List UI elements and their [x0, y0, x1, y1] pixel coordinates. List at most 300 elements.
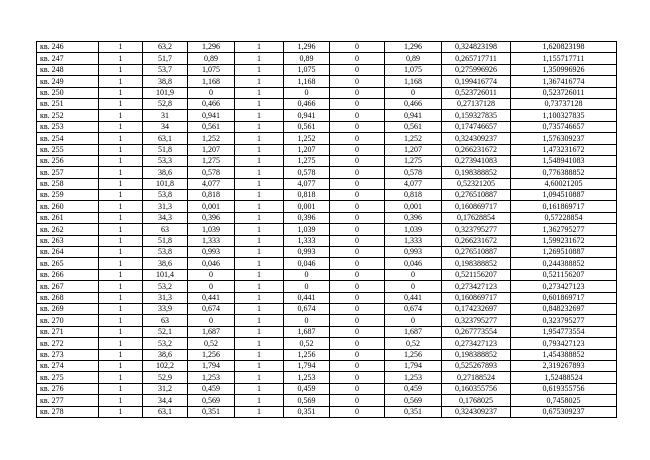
table-cell: 0,324309237 — [442, 406, 511, 417]
table-cell: 0 — [330, 360, 385, 371]
table-cell: 0 — [330, 178, 385, 189]
table-cell: 0,046 — [188, 258, 235, 269]
table-cell: 1,256 — [188, 349, 235, 360]
table-cell: 0,27188524 — [442, 372, 511, 383]
table-cell: 0 — [330, 201, 385, 212]
table-cell: 0 — [284, 269, 330, 280]
table-cell: 1 — [99, 167, 143, 178]
table-cell: 0 — [330, 98, 385, 109]
table-cell: 0,267773554 — [442, 326, 511, 337]
table-cell: 1,687 — [385, 326, 442, 337]
table-cell: 102,2 — [143, 360, 188, 371]
table-cell: 1 — [99, 98, 143, 109]
table-cell: 31,3 — [143, 292, 188, 303]
table-cell: 1 — [235, 167, 284, 178]
table-cell: 1 — [235, 383, 284, 394]
table-cell: 53,7 — [143, 64, 188, 75]
table-cell: 1,687 — [284, 326, 330, 337]
table-cell: 0,525267893 — [442, 360, 511, 371]
table-cell: 0,89 — [188, 53, 235, 64]
table-row — [37, 190, 617, 201]
apartment-label-cell: кв. 262 — [37, 224, 99, 235]
table-cell: 33,9 — [143, 303, 188, 314]
table-cell: 0,52321205 — [442, 178, 511, 189]
table-cell: 53,2 — [143, 281, 188, 292]
table-cell: 0,776388852 — [511, 167, 617, 178]
apartment-label-cell: кв. 252 — [37, 110, 99, 121]
table-cell: 1 — [99, 281, 143, 292]
table-cell: 52,9 — [143, 372, 188, 383]
table-cell: 1 — [99, 235, 143, 246]
table-cell: 0,276510887 — [442, 190, 511, 201]
table-row — [37, 258, 617, 269]
apartment-label-cell: кв. 267 — [37, 281, 99, 292]
table-cell: 0,818 — [188, 190, 235, 201]
table-cell: 1 — [235, 360, 284, 371]
apartment-label-cell: кв. 266 — [37, 269, 99, 280]
table-cell: 1 — [235, 53, 284, 64]
table-cell: 1 — [99, 76, 143, 87]
table-cell: 1,094510887 — [511, 190, 617, 201]
table-cell: 0 — [330, 303, 385, 314]
table-cell: 0 — [330, 395, 385, 406]
table-cell: 0,818 — [284, 190, 330, 201]
table-cell: 1 — [235, 406, 284, 417]
table-cell: 0,52 — [188, 338, 235, 349]
table-cell: 1 — [99, 190, 143, 201]
table-cell: 31 — [143, 110, 188, 121]
table-row — [37, 121, 617, 132]
table-cell: 1,620823198 — [511, 42, 617, 53]
table-cell: 0,459 — [188, 383, 235, 394]
table-cell: 1 — [99, 303, 143, 314]
table-cell: 0,396 — [188, 212, 235, 223]
table-cell: 0,244388852 — [511, 258, 617, 269]
table-cell: 0,27137128 — [442, 98, 511, 109]
table-cell: 1,275 — [188, 155, 235, 166]
table-cell: 4,077 — [385, 178, 442, 189]
apartment-label-cell: кв. 261 — [37, 212, 99, 223]
table-cell: 1 — [235, 235, 284, 246]
table-cell: 0,674 — [284, 303, 330, 314]
table-cell: 1 — [99, 155, 143, 166]
table-cell: 0,265717711 — [442, 53, 511, 64]
table-cell: 0,001 — [385, 201, 442, 212]
table-cell: 1 — [235, 178, 284, 189]
table-cell: 34,4 — [143, 395, 188, 406]
table-cell: 0,351 — [284, 406, 330, 417]
table-cell: 31,2 — [143, 383, 188, 394]
table-cell: 0,818 — [385, 190, 442, 201]
table-cell: 51,8 — [143, 144, 188, 155]
table-cell: 0 — [330, 372, 385, 383]
table-row — [37, 360, 617, 371]
table-cell: 101,8 — [143, 178, 188, 189]
table-cell: 0,578 — [284, 167, 330, 178]
table-cell: 0,521156207 — [442, 269, 511, 280]
table-cell: 0 — [330, 64, 385, 75]
table-cell: 1,794 — [284, 360, 330, 371]
table-cell: 1,52488524 — [511, 372, 617, 383]
table-row — [37, 281, 617, 292]
table-cell: 1,794 — [385, 360, 442, 371]
table-cell: 1 — [235, 76, 284, 87]
table-cell: 1,039 — [385, 224, 442, 235]
table-cell: 0 — [330, 315, 385, 326]
table-cell: 0 — [330, 258, 385, 269]
table-cell: 0,466 — [188, 98, 235, 109]
table-cell: 0,466 — [385, 98, 442, 109]
table-cell: 34,3 — [143, 212, 188, 223]
table-cell: 0,266231672 — [442, 235, 511, 246]
table-cell: 0,941 — [385, 110, 442, 121]
table-cell: 1 — [235, 144, 284, 155]
table-cell: 0,674 — [385, 303, 442, 314]
table-cell: 0,160869717 — [442, 292, 511, 303]
table-cell: 0,578 — [188, 167, 235, 178]
table-cell: 1 — [99, 338, 143, 349]
table-cell: 1 — [235, 349, 284, 360]
table-cell: 0,52 — [385, 338, 442, 349]
table-cell: 0 — [330, 269, 385, 280]
table-cell: 53,3 — [143, 155, 188, 166]
table-cell: 0,57228854 — [511, 212, 617, 223]
table-cell: 38,6 — [143, 349, 188, 360]
table-row — [37, 235, 617, 246]
table-cell: 0 — [330, 326, 385, 337]
table-cell: 51,8 — [143, 235, 188, 246]
table-row — [37, 144, 617, 155]
table-cell: 38,6 — [143, 258, 188, 269]
table-cell: 1 — [235, 87, 284, 98]
apartment-label-cell: кв. 250 — [37, 87, 99, 98]
table-cell: 1,275 — [284, 155, 330, 166]
apartment-label-cell: кв. 264 — [37, 247, 99, 258]
table-cell: 0,266231672 — [442, 144, 511, 155]
table-cell: 0,046 — [385, 258, 442, 269]
table-row — [37, 372, 617, 383]
table-cell: 1,454388852 — [511, 349, 617, 360]
table-row — [37, 247, 617, 258]
table-cell: 0 — [284, 281, 330, 292]
table-cell: 1 — [99, 178, 143, 189]
table-cell: 0,561 — [188, 121, 235, 132]
table-cell: 0,001 — [284, 201, 330, 212]
table-cell: 1 — [235, 155, 284, 166]
table-cell: 0 — [330, 76, 385, 87]
table-cell: 0 — [385, 281, 442, 292]
table-cell: 1 — [99, 292, 143, 303]
table-cell: 0,619355756 — [511, 383, 617, 394]
apartment-label-cell: кв. 253 — [37, 121, 99, 132]
table-cell: 1,207 — [284, 144, 330, 155]
table-cell: 1 — [235, 110, 284, 121]
table-cell: 1 — [99, 133, 143, 144]
table-cell: 1,333 — [284, 235, 330, 246]
table-cell: 1,039 — [188, 224, 235, 235]
table-cell: 0,273941083 — [442, 155, 511, 166]
table-cell: 0 — [330, 224, 385, 235]
table-cell: 0 — [330, 281, 385, 292]
table-row — [37, 178, 617, 189]
table-cell: 0,466 — [284, 98, 330, 109]
table-cell: 0,323795277 — [442, 224, 511, 235]
table-row — [37, 64, 617, 75]
table-cell: 0 — [330, 190, 385, 201]
table-cell: 1,687 — [188, 326, 235, 337]
table-cell: 1 — [99, 224, 143, 235]
table-cell: 1,954773554 — [511, 326, 617, 337]
table-row — [37, 269, 617, 280]
apartment-data-table — [36, 41, 617, 418]
table-cell: 0,324823198 — [442, 42, 511, 53]
table-cell: 0,174746657 — [442, 121, 511, 132]
table-cell: 0 — [330, 53, 385, 64]
table-row — [37, 349, 617, 360]
table-cell: 0 — [385, 87, 442, 98]
table-cell: 0,941 — [284, 110, 330, 121]
table-cell: 0,275996926 — [442, 64, 511, 75]
apartment-label-cell: кв. 263 — [37, 235, 99, 246]
table-cell: 1 — [99, 64, 143, 75]
table-cell: 0,793427123 — [511, 338, 617, 349]
table-cell: 0 — [330, 110, 385, 121]
table-cell: 1 — [99, 269, 143, 280]
table-cell: 1 — [99, 42, 143, 53]
table-cell: 0,523726011 — [442, 87, 511, 98]
table-cell: 0,046 — [284, 258, 330, 269]
table-cell: 1 — [99, 349, 143, 360]
apartment-label-cell: кв. 274 — [37, 360, 99, 371]
table-cell: 1 — [99, 87, 143, 98]
table-cell: 0,89 — [385, 53, 442, 64]
table-cell: 1 — [99, 53, 143, 64]
table-row — [37, 338, 617, 349]
apartment-label-cell: кв. 249 — [37, 76, 99, 87]
apartment-label-cell: кв. 272 — [37, 338, 99, 349]
apartment-label-cell: кв. 255 — [37, 144, 99, 155]
table-cell: 1 — [99, 121, 143, 132]
table-cell: 1 — [235, 258, 284, 269]
table-cell: 63,2 — [143, 42, 188, 53]
table-row — [37, 201, 617, 212]
apartment-label-cell: кв. 268 — [37, 292, 99, 303]
table-cell: 53,8 — [143, 247, 188, 258]
table-cell: 0,675309237 — [511, 406, 617, 417]
table-cell: 1,253 — [284, 372, 330, 383]
table-cell: 0 — [284, 315, 330, 326]
table-cell: 0,396 — [385, 212, 442, 223]
table-cell: 1,168 — [385, 76, 442, 87]
table-cell: 1,576309237 — [511, 133, 617, 144]
table-cell: 0 — [330, 235, 385, 246]
table-cell: 1,367416774 — [511, 76, 617, 87]
table-cell: 1,155717711 — [511, 53, 617, 64]
table-cell: 1 — [235, 64, 284, 75]
table-cell: 1 — [99, 360, 143, 371]
apartment-label-cell: кв. 270 — [37, 315, 99, 326]
table-cell: 0 — [188, 87, 235, 98]
apartment-label-cell: кв. 246 — [37, 42, 99, 53]
table-cell: 52,1 — [143, 326, 188, 337]
table-cell: 1 — [235, 98, 284, 109]
table-row — [37, 383, 617, 394]
table-cell: 0,459 — [284, 383, 330, 394]
apartment-label-cell: кв. 247 — [37, 53, 99, 64]
table-cell: 0 — [330, 383, 385, 394]
table-cell: 1,275 — [385, 155, 442, 166]
table-cell: 0,569 — [188, 395, 235, 406]
table-row — [37, 315, 617, 326]
table-cell: 0 — [284, 87, 330, 98]
table-cell: 1 — [99, 326, 143, 337]
table-cell: 38,8 — [143, 76, 188, 87]
table-row — [37, 155, 617, 166]
table-cell: 0 — [188, 281, 235, 292]
apartment-label-cell: кв. 265 — [37, 258, 99, 269]
table-cell: 1,256 — [385, 349, 442, 360]
table-cell: 1 — [235, 133, 284, 144]
table-cell: 1 — [235, 42, 284, 53]
table-cell: 0,001 — [188, 201, 235, 212]
table-cell: 0,160355756 — [442, 383, 511, 394]
apartment-label-cell: кв. 273 — [37, 349, 99, 360]
table-cell: 1 — [99, 258, 143, 269]
table-cell: 1 — [235, 201, 284, 212]
table-cell: 0 — [330, 121, 385, 132]
table-cell: 1 — [235, 281, 284, 292]
table-cell: 0,324309237 — [442, 133, 511, 144]
table-cell: 1,168 — [284, 76, 330, 87]
table-cell: 52,8 — [143, 98, 188, 109]
apartment-label-cell: кв. 248 — [37, 64, 99, 75]
table-cell: 0,523726011 — [511, 87, 617, 98]
table-cell: 0,459 — [385, 383, 442, 394]
table-cell: 0,993 — [385, 247, 442, 258]
table-cell: 0,273427123 — [442, 338, 511, 349]
table-cell: 0,601869717 — [511, 292, 617, 303]
table-cell: 0,273427123 — [511, 281, 617, 292]
table-cell: 31,3 — [143, 201, 188, 212]
table-cell: 1,599231672 — [511, 235, 617, 246]
table-cell: 0,198388852 — [442, 349, 511, 360]
table-cell: 0,441 — [385, 292, 442, 303]
table-cell: 0 — [385, 269, 442, 280]
table-cell: 53,8 — [143, 190, 188, 201]
table-cell: 1,253 — [385, 372, 442, 383]
table-cell: 0,674 — [188, 303, 235, 314]
table-row — [37, 292, 617, 303]
table-cell: 0,52 — [284, 338, 330, 349]
table-cell: 1,548941083 — [511, 155, 617, 166]
table-cell: 0 — [330, 144, 385, 155]
table-cell: 0,273427123 — [442, 281, 511, 292]
table-cell: 0 — [188, 315, 235, 326]
table-cell: 0,396 — [284, 212, 330, 223]
table-cell: 0 — [330, 247, 385, 258]
table-row — [37, 98, 617, 109]
table-cell: 51,7 — [143, 53, 188, 64]
table-cell: 1 — [235, 326, 284, 337]
table-cell: 0,561 — [284, 121, 330, 132]
table-cell: 1 — [235, 303, 284, 314]
table-cell: 1,333 — [188, 235, 235, 246]
table-cell: 0,198388852 — [442, 258, 511, 269]
table-cell: 0,73737128 — [511, 98, 617, 109]
table-cell: 0,17628854 — [442, 212, 511, 223]
table-cell: 4,077 — [284, 178, 330, 189]
table-cell: 0,941 — [188, 110, 235, 121]
table-cell: 0 — [330, 406, 385, 417]
table-cell: 4,60021205 — [511, 178, 617, 189]
table-cell: 1 — [99, 315, 143, 326]
apartment-label-cell: кв. 256 — [37, 155, 99, 166]
table-cell: 53,2 — [143, 338, 188, 349]
table-cell: 4,077 — [188, 178, 235, 189]
table-cell: 63,1 — [143, 406, 188, 417]
table-cell: 0,735746657 — [511, 121, 617, 132]
table-row — [37, 42, 617, 53]
table-row — [37, 76, 617, 87]
table-cell: 1,075 — [284, 64, 330, 75]
apartment-label-cell: кв. 269 — [37, 303, 99, 314]
table-cell: 0,199416774 — [442, 76, 511, 87]
table-cell: 1,168 — [188, 76, 235, 87]
table-cell: 0 — [330, 349, 385, 360]
table-cell: 1,333 — [385, 235, 442, 246]
apartment-label-cell: кв. 251 — [37, 98, 99, 109]
table-cell: 0,7458025 — [511, 395, 617, 406]
apartment-label-cell: кв. 257 — [37, 167, 99, 178]
table-row — [37, 303, 617, 314]
table-cell: 1,207 — [385, 144, 442, 155]
table-cell: 1,296 — [284, 42, 330, 53]
table-cell: 1 — [235, 292, 284, 303]
table-cell: 1,207 — [188, 144, 235, 155]
table-cell: 1,269510887 — [511, 247, 617, 258]
table-cell: 0 — [330, 42, 385, 53]
table-cell: 1 — [235, 247, 284, 258]
table-cell: 0,351 — [188, 406, 235, 417]
table-cell: 0 — [330, 133, 385, 144]
table-cell: 0,569 — [284, 395, 330, 406]
apartment-label-cell: кв. 271 — [37, 326, 99, 337]
table-cell: 0,323795277 — [442, 315, 511, 326]
table-cell: 1,075 — [385, 64, 442, 75]
apartment-label-cell: кв. 277 — [37, 395, 99, 406]
table-cell: 0 — [330, 155, 385, 166]
table-cell: 1,296 — [188, 42, 235, 53]
table-cell: 1,350996926 — [511, 64, 617, 75]
table-cell: 0,848232697 — [511, 303, 617, 314]
table-row — [37, 395, 617, 406]
table-cell: 101,9 — [143, 87, 188, 98]
table-cell: 0 — [188, 269, 235, 280]
table-cell: 0,351 — [385, 406, 442, 417]
table-row — [37, 53, 617, 64]
table-cell: 1 — [99, 406, 143, 417]
table-cell: 0,578 — [385, 167, 442, 178]
table-row — [37, 212, 617, 223]
table-cell: 0,1768025 — [442, 395, 511, 406]
table-cell: 1 — [99, 201, 143, 212]
table-cell: 0,159327835 — [442, 110, 511, 121]
table-cell: 1,252 — [284, 133, 330, 144]
table-cell: 63,1 — [143, 133, 188, 144]
table-row — [37, 326, 617, 337]
table-cell: 1 — [99, 372, 143, 383]
table-cell: 0,160869717 — [442, 201, 511, 212]
